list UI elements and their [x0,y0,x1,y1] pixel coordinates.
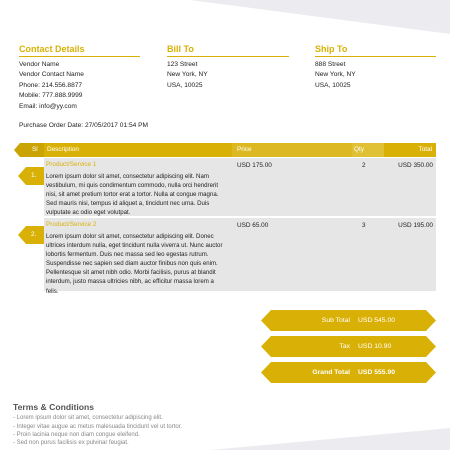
column-header-price: Price [237,146,252,153]
contact-details-title: Contact Details [19,44,140,57]
table-row [44,218,436,295]
ship-to-country: USA, 10025 [315,81,351,89]
vendor-phone: Phone: 214.556.8877 [19,81,83,89]
tax-value: USD 10.90 [358,343,392,350]
product-name: Product/Service 2 [46,221,97,228]
product-price: USD 175.00 [237,162,272,169]
vendor-name: Vendor Name [19,61,60,68]
ship-to [315,44,436,91]
grand-total-row [261,362,436,383]
product-price: USD 65.00 [237,222,269,229]
grand-total-value: USD 555.90 [358,369,396,376]
tax-label: Tax [339,343,350,350]
grand-total-label: Grand Total [312,369,350,376]
product-qty: 3 [362,222,366,229]
tax-row [261,336,436,357]
column-header-description: Description [47,146,79,153]
subtotal-label: Sub Total [321,317,350,324]
product-description: Lorem ipsum dolor sit amet, consectetur adipiscing elit. Donec ultrices interdum nulla, eget tincidunt nulla viverra ut. Nunc auctor lobortis fermentum. Duis nec massa sed leo egestas rutrum. Suspendisse nec sapien sed diam auctor finibus non quis enim. Pellentesque sit amet nibh odio. Morbi facilisis, purus at blandit interdum, justo massa ultricies nibh, ac efficitur massa lorem a felis. [46,233,223,295]
bill-to-title: Bill To [167,44,289,57]
vendor-email: Email: info@yy.com [19,102,77,110]
vendor-mobile: Mobile: 777.888.9999 [19,92,83,100]
row-number: 1. [31,172,37,179]
subtotal-value: USD 545.00 [358,317,396,324]
header-decoration [0,0,450,36]
bill-to-city: New York, NY [167,71,208,79]
column-header-total: Total [418,146,432,153]
row-number-tag [18,226,44,244]
terms-title: Terms & Conditions [13,402,95,412]
product-name: Product/Service 1 [46,161,97,168]
row-number-tag [18,167,44,185]
vendor-contact-name: Vendor Contact Name [19,71,84,79]
terms-line: - Lorem ipsum dolor sit amet, consectetur adipiscing elit. [13,415,163,421]
column-header-qty: Qty [354,146,364,153]
bill-to [167,44,289,91]
product-description: Lorem ipsum dolor sit amet, consectetur adipiscing elit. Nam vestibulum, mi quis condimentum commodo, nulla orci hendrerit nisi, sit amet pretium tortor erat a tortor. Nulla at congue magna. Sed mauris nisi, tempus id aliquet a, tincidunt nec urna. Duis vulputate ac odio eget volutpat. [46,173,219,217]
row-number: 2. [31,231,37,238]
product-total: USD 350.00 [398,162,433,169]
terms-line: - Sed non purus facilisis ex pulvinar feugiat. [13,440,129,446]
product-qty: 2 [362,162,366,169]
product-total: USD 195.00 [398,222,433,229]
bill-to-street: 123 Street [167,61,198,68]
table-row [44,158,436,216]
contact-details [19,44,140,112]
subtotal-row [261,310,436,331]
ship-to-city: New York, NY [315,71,356,79]
purchase-order-date: Purchase Order Date: 27/05/2017 01:54 PM [19,122,149,129]
bill-to-country: USA, 10025 [167,81,203,89]
ship-to-street: 888 Street [315,61,346,68]
terms-line: - Integer vitae augue ac metus malesuada tincidunt vel ut tortor. [13,424,183,430]
column-header-sl: Sl [32,146,38,153]
table-header [14,143,436,157]
ship-to-title: Ship To [315,44,436,57]
terms-line: - Proin lacinia neque non diam congue eleifend. [13,432,140,438]
